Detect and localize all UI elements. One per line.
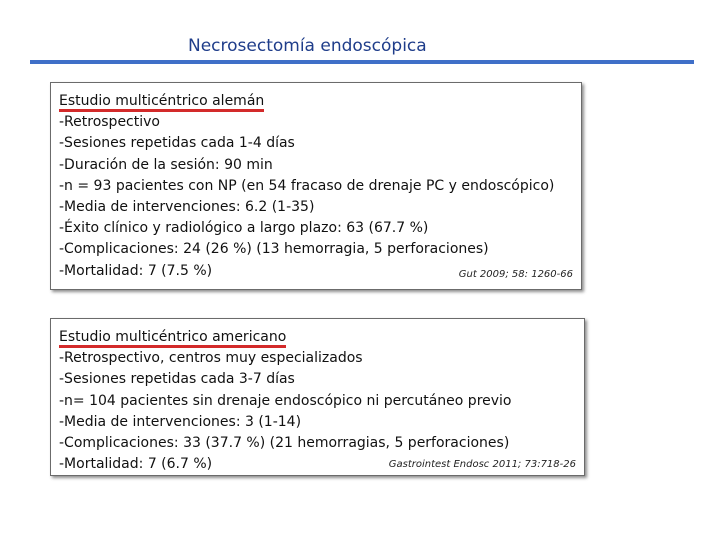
study-line: -Complicaciones: 33 (37.7 %) (21 hemorragias, 5 perforaciones) — [59, 435, 510, 452]
study-line: -Duración de la sesión: 90 min — [59, 156, 273, 173]
study-line: -Media de intervenciones: 3 (1-14) — [59, 413, 302, 430]
study-heading: Estudio multicéntrico alemán — [59, 91, 264, 112]
study-line: -Media de intervenciones: 6.2 (1-35) — [59, 199, 315, 216]
reference-citation: Gastrointest Endosc 2011; 73:718-26 — [388, 459, 576, 470]
study-line: -n= 104 pacientes sin drenaje endoscópico ni percutáneo previo — [59, 392, 512, 409]
title-divider — [30, 60, 694, 64]
study-line: -n = 93 pacientes con NP (en 54 fracaso de drenaje PC y endoscópico) — [59, 177, 555, 194]
study-line: -Complicaciones: 24 (26 %) (13 hemorragia, 5 perforaciones) — [59, 241, 489, 258]
study-line: -Retrospectivo — [59, 114, 160, 131]
reference-citation: Gut 2009; 58: 1260-66 — [458, 269, 573, 280]
study-line: -Éxito clínico y radiológico a largo plazo: 63 (67.7 %) — [59, 220, 429, 237]
study-heading: Estudio multicéntrico americano — [59, 327, 286, 348]
study-box-german — [50, 82, 582, 290]
study-line: -Mortalidad: 7 (6.7 %) — [59, 456, 213, 473]
study-text-german — [59, 91, 554, 282]
study-line: -Retrospectivo, centros muy especializados — [59, 350, 363, 367]
slide-title: Necrosectomía endoscópica — [188, 36, 427, 56]
study-text-american — [59, 327, 512, 475]
study-line: -Sesiones repetidas cada 1-4 días — [59, 135, 295, 152]
study-box-american — [50, 318, 585, 476]
study-line: -Sesiones repetidas cada 3-7 días — [59, 371, 295, 388]
study-line: -Mortalidad: 7 (7.5 %) — [59, 262, 213, 279]
